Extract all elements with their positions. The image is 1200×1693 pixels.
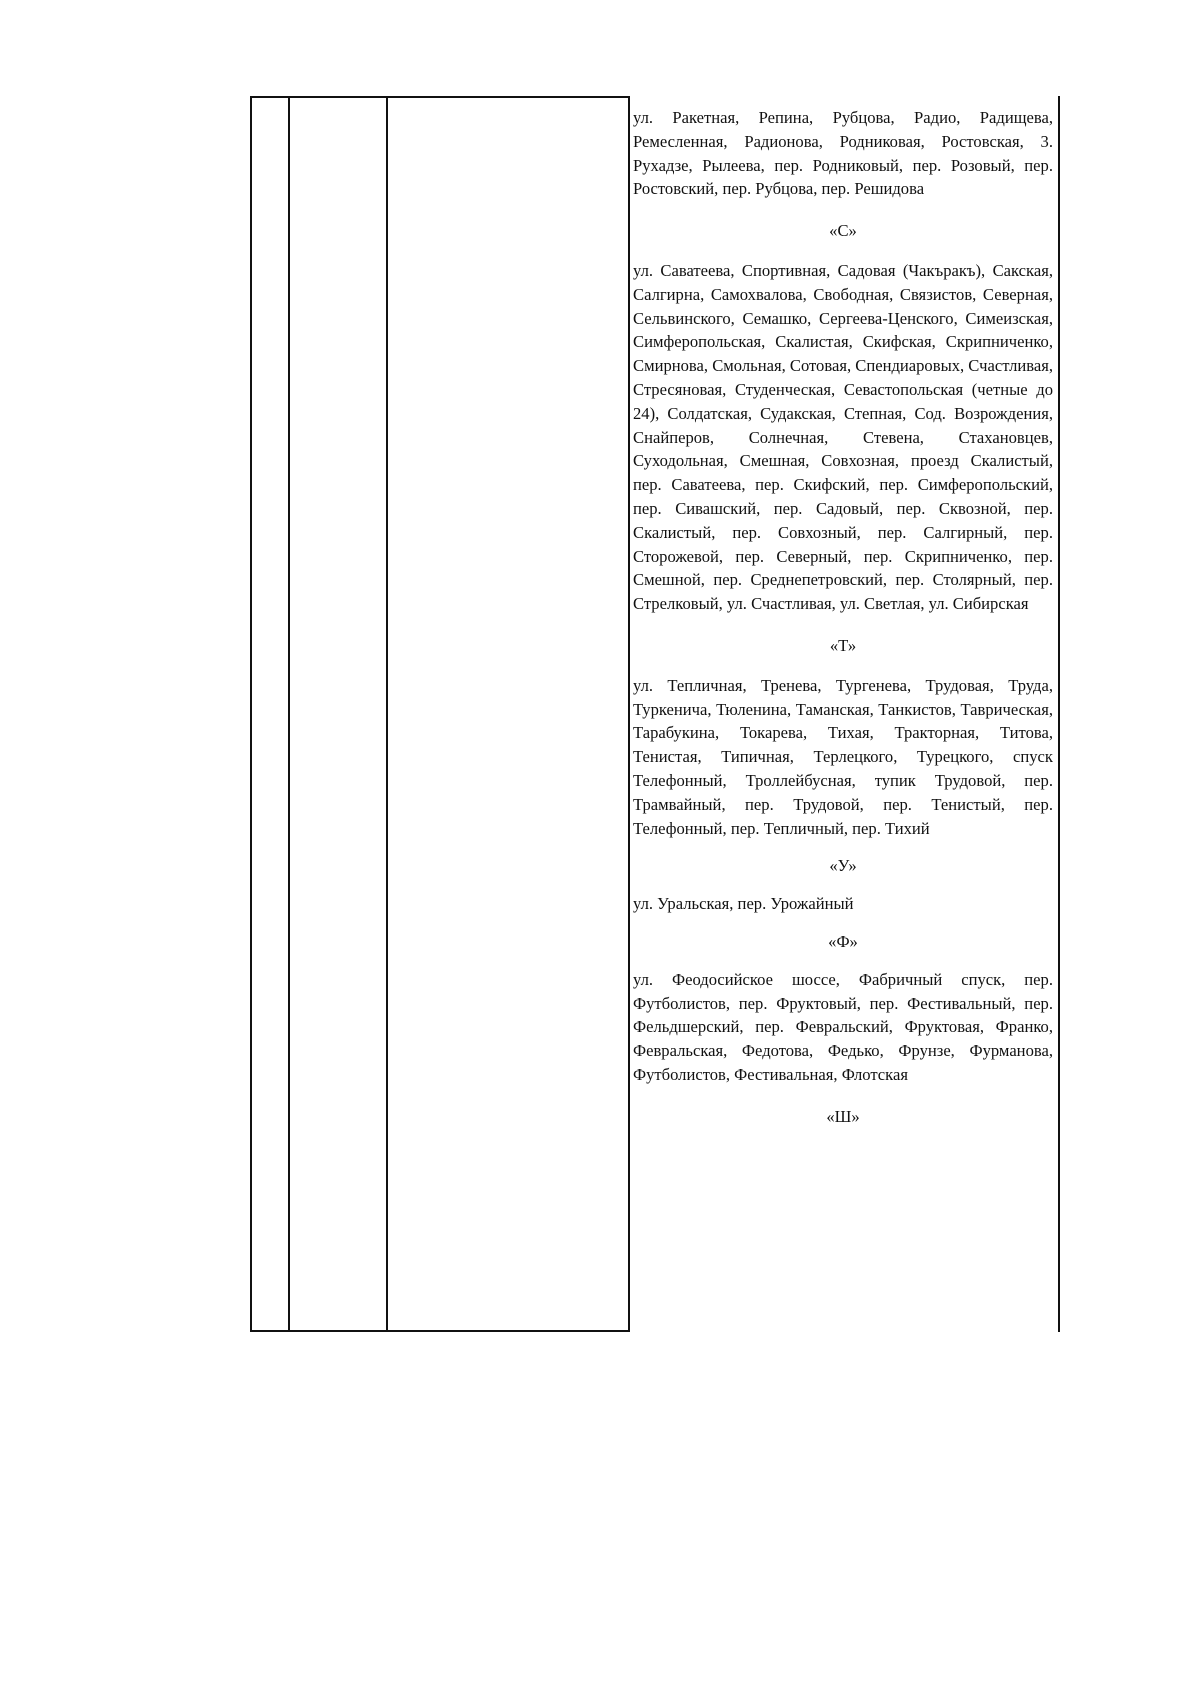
street-list-f: ул. Феодосийское шоссе, Фабричный спуск, пер. Футболистов, пер. Фруктовый, пер. Фестивальный, пер. Фельдшерский, пер. Февральский, Фруктовая, Франко, Февральская, Федотова, Федько, Фрунзе, Фурманова, Футболистов, Фестивальная, Флотская bbox=[633, 969, 1053, 1084]
table-column-border bbox=[386, 96, 388, 1332]
letter-heading-t: «Т» bbox=[829, 635, 857, 655]
street-list-s: ул. Саватеева, Спортивная, Садовая (Чакъракъ), Сакская, Салгирна, Самохвалова, Свободная, Связистов, Северная, Сельвинского, Семашко, Сергеева-Ценского, Симеизская, Симферопольская, Скалистая, Скифская, Скрипниченко, Смирнова, Смольная, Сотовая, Спендиаровых, Счастливая, Стресяновая, Студенческая, Севастопольская (четные до 24), Солдатская, Судакская, Степная, Сод. Возрождения, Снайперов, Солнечная, Стевена, Стахановцев, Суходольная, Смешная, Совхозная, проезд Скалистый, пер. Саватеева, пер. Скифский, пер. Симферопольский, пер. Сивашский, пер. Садовый, пер. Сквозной, пер. Скалистый, пер. Совхозный, пер. Салгирный, пер. Сторожевой, пер. Северный, пер. Скрипниченко, пер. Смешной, пер. Среднепетровский, пер. Столярный, пер. Стрелковый, ул. Счастливая, ул. Светлая, ул. Сибирская bbox=[633, 260, 1053, 614]
letter-heading-f: «Ф» bbox=[828, 931, 858, 951]
table-column-border bbox=[628, 96, 630, 1332]
table-column-border bbox=[288, 96, 290, 1332]
table-top-border bbox=[250, 96, 630, 98]
table-right-border bbox=[1058, 96, 1060, 1332]
letter-heading-s: «С» bbox=[829, 221, 857, 241]
table-column-border bbox=[250, 96, 252, 1332]
letter-heading-sh: «Ш» bbox=[826, 1106, 860, 1126]
table-bottom-border bbox=[250, 1330, 630, 1332]
street-list-column bbox=[633, 106, 1053, 1144]
letter-heading-u: «У» bbox=[829, 856, 857, 876]
street-list-r: ул. Ракетная, Репина, Рубцова, Радио, Радищева, Ремесленная, Радионова, Родниковая, Ростовская, 3. Рухадзе, Рылеева, пер. Родниковый, пер. Розовый, пер. Ростовский, пер. Рубцова, пер. Решидова bbox=[633, 108, 1053, 199]
street-list-u: ул. Уральская, пер. Урожайный bbox=[633, 894, 854, 914]
street-list-t: ул. Тепличная, Тренева, Тургенева, Трудовая, Труда, Туркенича, Тюленина, Таманская, Танкистов, Таврическая, Тарабукина, Токарева, Тихая, Тракторная, Титова, Тенистая, Типичная, Терлецкого, Турецкого, спуск Телефонный, Троллейбусная, тупик Трудовой, пер. Трамвайный, пер. Трудовой, пер. Тенистый, пер. Телефонный, пер. Тепличный, пер. Тихий bbox=[633, 675, 1053, 838]
